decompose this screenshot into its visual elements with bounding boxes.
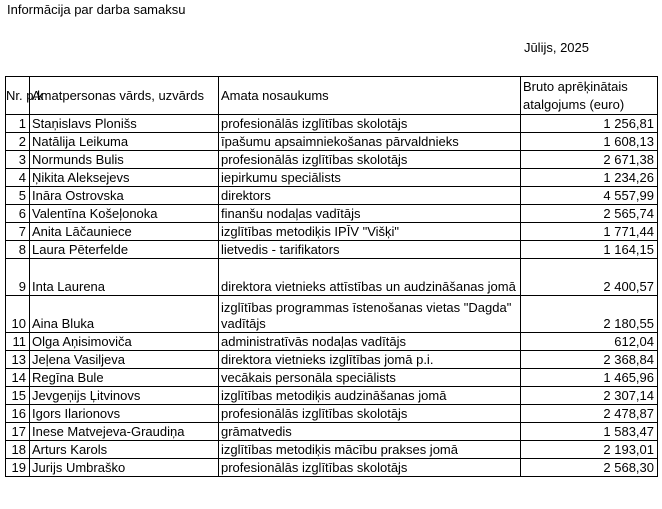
person-name: Ņikita Aleksejevs <box>30 169 219 187</box>
person-name: Staņislavs Plonišs <box>30 115 219 133</box>
table-header-row <box>6 77 658 115</box>
table-row <box>6 351 658 369</box>
table-row <box>6 405 658 423</box>
salary-amount: 2 400,57 <box>521 259 658 296</box>
person-name: Natālija Leikuma <box>30 133 219 151</box>
person-name: Igors Ilarionovs <box>30 405 219 423</box>
position-title: profesionālās izglītības skolotājs <box>219 151 521 169</box>
salary-amount: 2 565,74 <box>521 205 658 223</box>
table-row <box>6 459 658 477</box>
row-number: 13 <box>6 351 30 369</box>
position-title: administratīvās nodaļas vadītājs <box>219 333 521 351</box>
position-title: profesionālās izglītības skolotājs <box>219 405 521 423</box>
person-name: Jeļena Vasiljeva <box>30 351 219 369</box>
person-name: Valentīna Košeļonoka <box>30 205 219 223</box>
row-number: 9 <box>6 259 30 296</box>
salary-amount: 2 671,38 <box>521 151 658 169</box>
table-row <box>6 169 658 187</box>
position-title: vecākais personāla speciālists <box>219 369 521 387</box>
column-header-salary: Bruto aprēķinātais atalgojums (euro) <box>521 77 658 115</box>
table-row <box>6 187 658 205</box>
position-title: profesionālās izglītības skolotājs <box>219 115 521 133</box>
table-row <box>6 259 658 296</box>
salary-amount: 1 465,96 <box>521 369 658 387</box>
position-title: finanšu nodaļas vadītājs <box>219 205 521 223</box>
salary-amount: 4 557,99 <box>521 187 658 205</box>
table-row <box>6 133 658 151</box>
table-row <box>6 387 658 405</box>
salary-table <box>5 76 658 477</box>
table-row <box>6 423 658 441</box>
person-name: Arturs Karols <box>30 441 219 459</box>
position-title: izglītības metodiķis IPĪV "Višķi" <box>219 223 521 241</box>
row-number: 4 <box>6 169 30 187</box>
position-title: profesionālās izglītības skolotājs <box>219 459 521 477</box>
salary-amount: 2 368,84 <box>521 351 658 369</box>
person-name: Normunds Bulis <box>30 151 219 169</box>
row-number: 6 <box>6 205 30 223</box>
row-number: 7 <box>6 223 30 241</box>
person-name: Jurijs Umbraško <box>30 459 219 477</box>
position-title: īpašumu apsaimniekošanas pārvaldnieks <box>219 133 521 151</box>
table-body <box>6 115 658 477</box>
person-name: Ināra Ostrovska <box>30 187 219 205</box>
report-period: Jūlijs, 2025 <box>523 40 589 55</box>
salary-amount: 2 568,30 <box>521 459 658 477</box>
salary-amount: 1 583,47 <box>521 423 658 441</box>
person-name: Inta Laurena <box>30 259 219 296</box>
table-row <box>6 151 658 169</box>
person-name: Laura Pēterfelde <box>30 241 219 259</box>
person-name: Anita Lāčauniece <box>30 223 219 241</box>
row-number: 3 <box>6 151 30 169</box>
position-title: iepirkumu speciālists <box>219 169 521 187</box>
row-number: 11 <box>6 333 30 351</box>
table-row <box>6 296 658 333</box>
column-header-nr: Nr. p.k <box>6 77 30 115</box>
row-number: 18 <box>6 441 30 459</box>
position-title: grāmatvedis <box>219 423 521 441</box>
row-number: 14 <box>6 369 30 387</box>
person-name: Inese Matvejeva-Graudiņa <box>30 423 219 441</box>
salary-amount: 612,04 <box>521 333 658 351</box>
position-title: direktora vietnieks izglītības jomā p.i. <box>219 351 521 369</box>
row-number: 5 <box>6 187 30 205</box>
column-header-name: Amatpersonas vārds, uzvārds <box>30 77 219 115</box>
salary-amount: 1 164,15 <box>521 241 658 259</box>
table-row <box>6 205 658 223</box>
salary-amount: 1 608,13 <box>521 133 658 151</box>
position-title: izglītības metodiķis mācību prakses jomā <box>219 441 521 459</box>
salary-amount: 1 234,26 <box>521 169 658 187</box>
document-title: Informācija par darba samaksu <box>7 2 186 17</box>
position-title: direktora vietnieks attīstības un audzināšanas jomā <box>219 259 521 296</box>
row-number: 15 <box>6 387 30 405</box>
row-number: 10 <box>6 296 30 333</box>
position-title: izglītības programmas īstenošanas vietas "Dagda" vadītājs <box>219 296 521 333</box>
row-number: 1 <box>6 115 30 133</box>
person-name: Aina Bluka <box>30 296 219 333</box>
table-row <box>6 441 658 459</box>
row-number: 2 <box>6 133 30 151</box>
row-number: 16 <box>6 405 30 423</box>
person-name: Regīna Bule <box>30 369 219 387</box>
table-row <box>6 241 658 259</box>
salary-amount: 2 180,55 <box>521 296 658 333</box>
salary-amount: 2 193,01 <box>521 441 658 459</box>
row-number: 17 <box>6 423 30 441</box>
person-name: Olga Aņisimoviča <box>30 333 219 351</box>
salary-amount: 2 478,87 <box>521 405 658 423</box>
person-name: Jevgeņijs Ļitvinovs <box>30 387 219 405</box>
column-header-position: Amata nosaukums <box>219 77 521 115</box>
salary-amount: 2 307,14 <box>521 387 658 405</box>
salary-amount: 1 771,44 <box>521 223 658 241</box>
table-row <box>6 333 658 351</box>
table-row <box>6 115 658 133</box>
table-row <box>6 369 658 387</box>
position-title: direktors <box>219 187 521 205</box>
table-row <box>6 223 658 241</box>
position-title: izglītības metodiķis audzināšanas jomā <box>219 387 521 405</box>
row-number: 8 <box>6 241 30 259</box>
salary-amount: 1 256,81 <box>521 115 658 133</box>
row-number: 19 <box>6 459 30 477</box>
position-title: lietvedis - tarifikators <box>219 241 521 259</box>
